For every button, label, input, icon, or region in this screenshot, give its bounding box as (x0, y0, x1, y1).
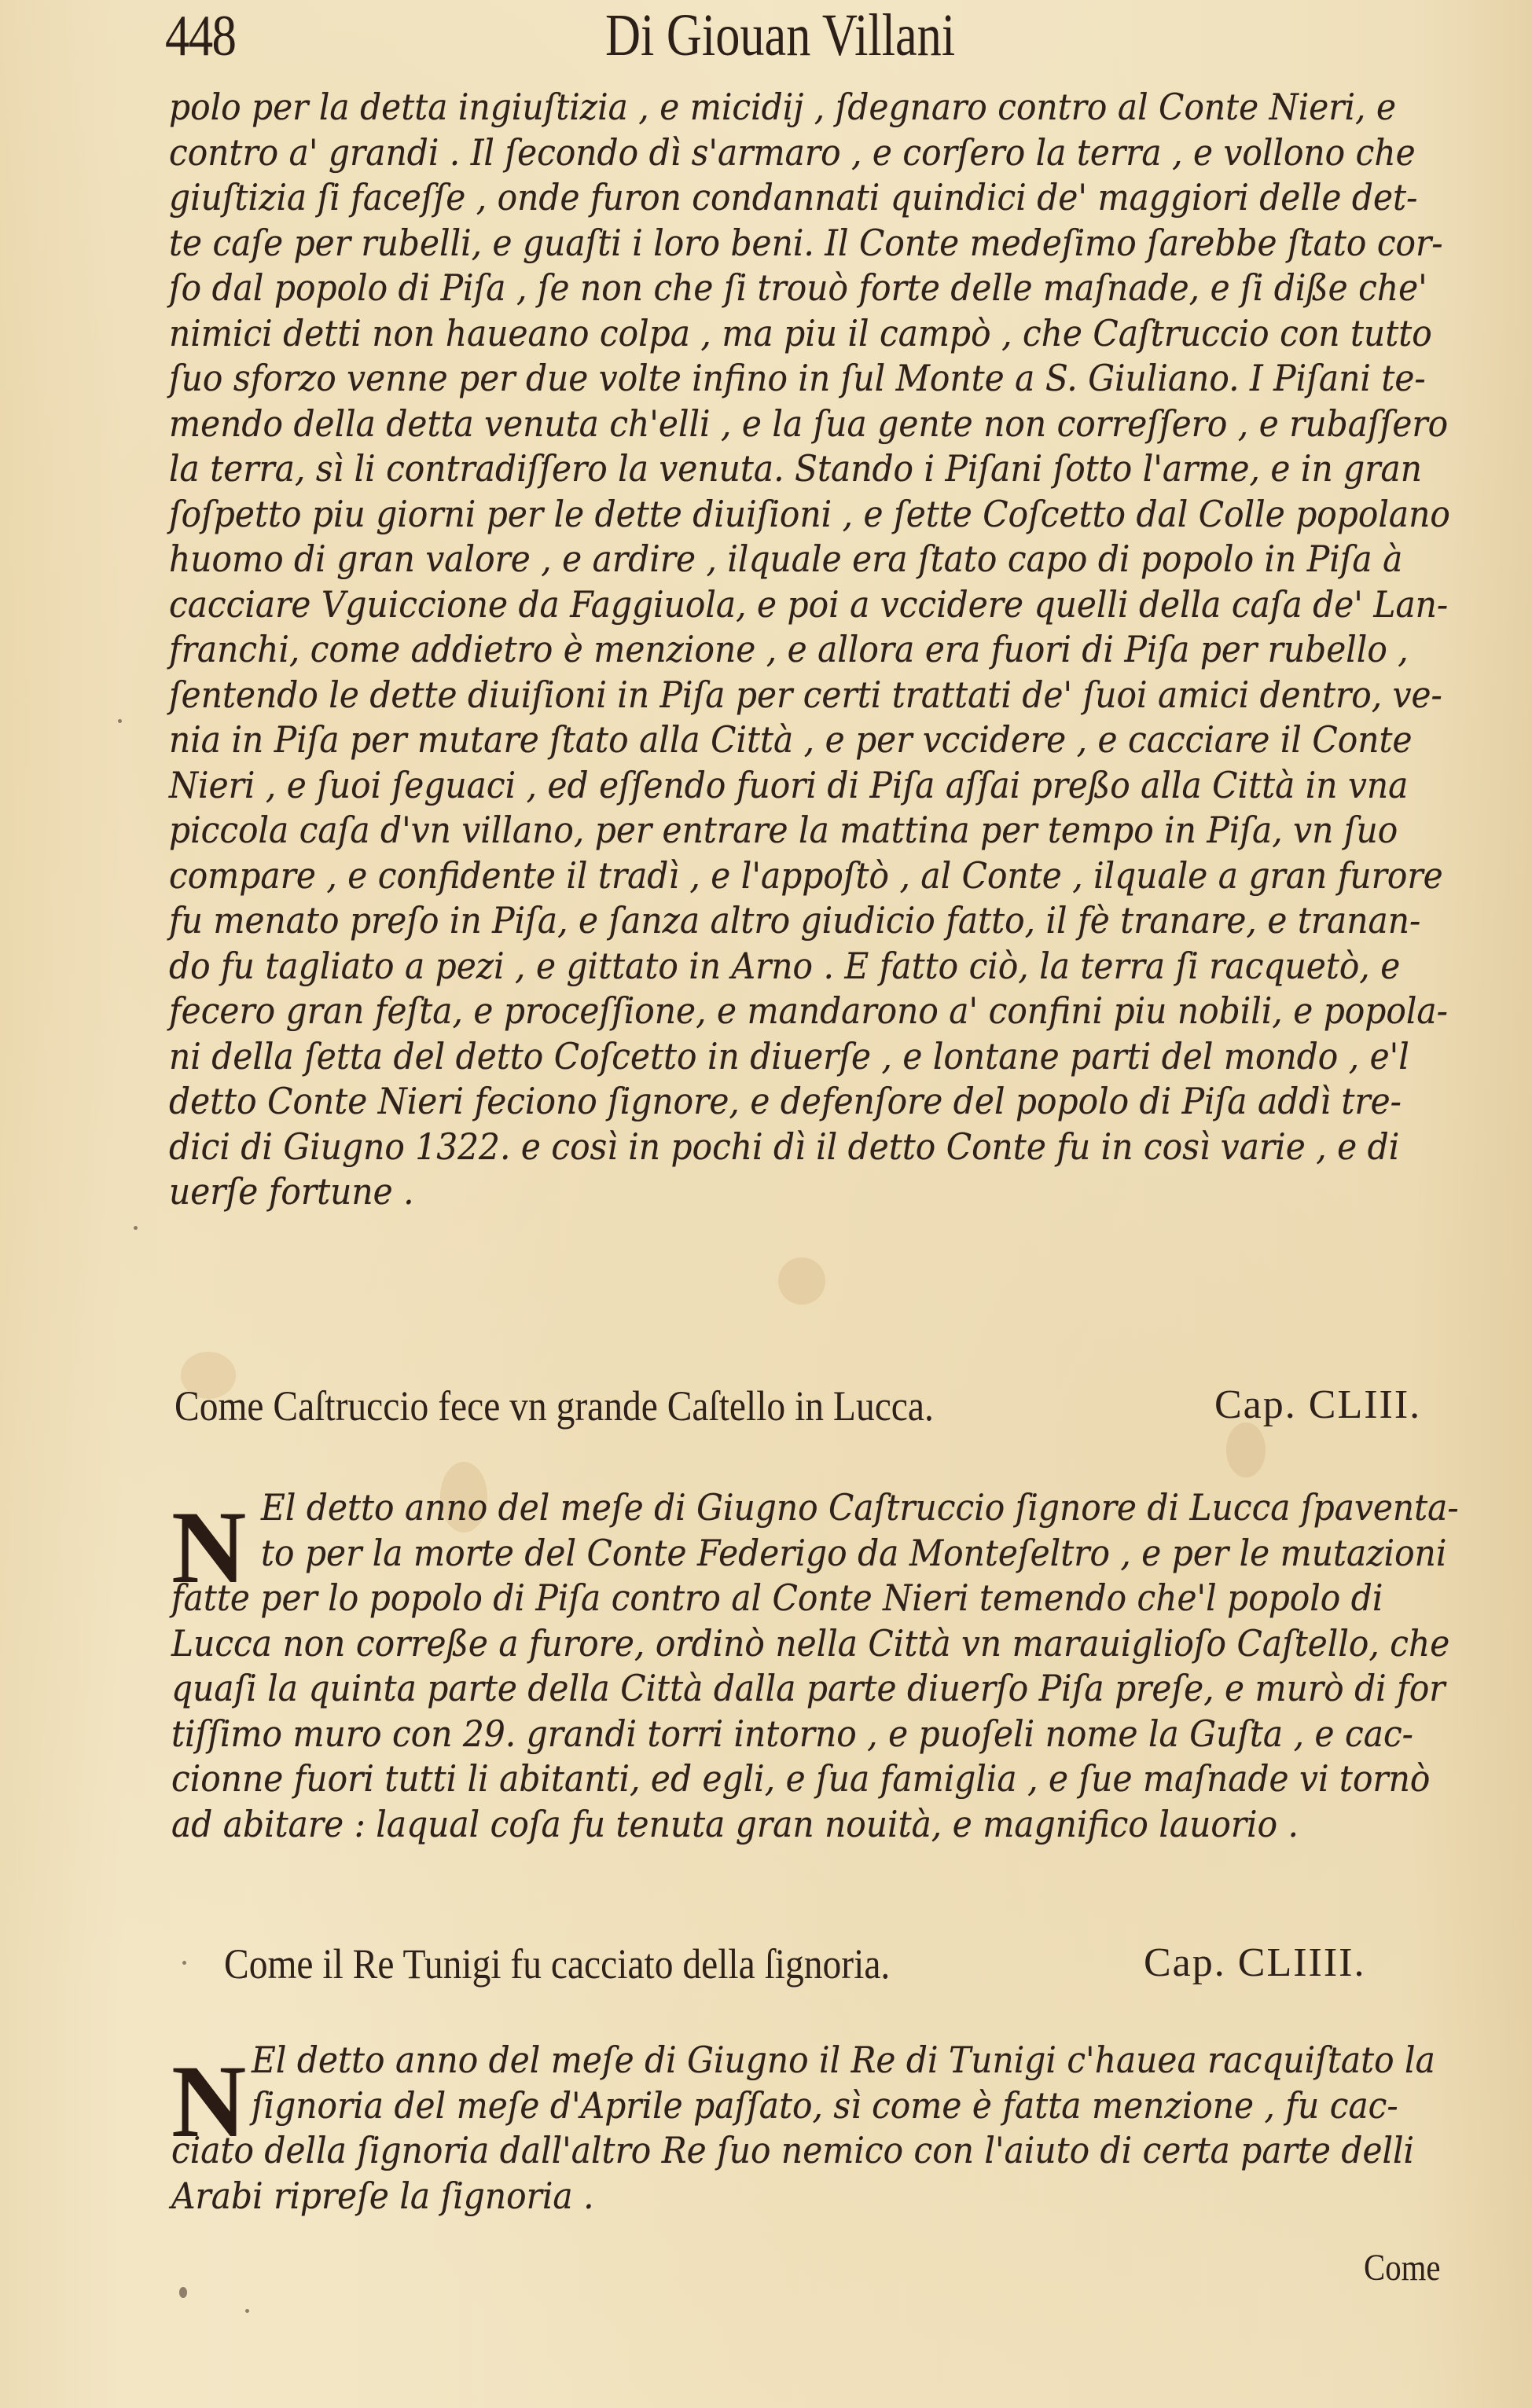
ink-speck (182, 1961, 186, 1965)
text-line: huomo di gran valore , e ardire , ilquale era ſtato capo di popolo in Piſa à (169, 538, 1403, 580)
chapter-153-paragraph (261, 1485, 1532, 1576)
text-line: dici di Giugno 1322. e così in pochi dì il detto Conte fu in così varie , e di (169, 1125, 1400, 1168)
text-line: franchi, come addietro è menzione , e allora era fuori di Piſa per rubello , (169, 628, 1409, 670)
text-line: ad abitare : laqual coſa fu tenuta gran nouità, e magnifico lauorio . (171, 1802, 1299, 1845)
chapter-number-154 (1144, 1940, 1365, 1986)
text-line: tiſſimo muro con 29. grandi torri intorno , e puoſeli nome la Guſta , e cac- (171, 1712, 1413, 1755)
cap-number: CLIIII. (1237, 1940, 1366, 1985)
text-line: polo per la detta ingiuſtizia , e micidij , ſdegnaro contro al Conte Nieri, e (169, 86, 1397, 128)
text-line: giuſtizia ſi faceſſe , onde furon condannati quindici de' maggiori delle det- (169, 176, 1418, 218)
text-line: compare , e confidente il tradì , e l'appoſtò , al Conte , ilquale a gran furore (169, 853, 1443, 897)
paper-stain (1226, 1422, 1266, 1477)
chapter-number-153 (1214, 1382, 1421, 1428)
text-line: fecero gran feſta, e proceſſione, e mandarono a' confini piu nobili, e popola- (169, 989, 1448, 1032)
text-line: ſoſpetto piu giorni per le dette diuiſioni , e ſette Coſcetto dal Colle popolano (169, 492, 1450, 535)
text-line: ſuo sforzo venne per due volte infino in ſul Monte a S. Giuliano. I Piſani te- (169, 357, 1426, 399)
text-line: ſignoria del meſe d'Aprile paſſato, sì come è fatta menzione , fu cac- (252, 2083, 1398, 2127)
text-line: piccola caſa d'vn villano, per entrare la mattina per tempo in Piſa, vn ſuo (169, 809, 1398, 851)
text-line: fu menato preſo in Piſa, e ſanza altro giudicio fatto, il fè tranare, e tranan- (169, 899, 1421, 942)
text-line: El detto anno del meſe di Giugno Caſtruccio ſignore di Lucca ſpaventa- (261, 1486, 1459, 1529)
drop-cap: N (171, 2043, 247, 2159)
chapter-153-paragraph-cont (171, 1576, 1532, 1847)
cap-label: Cap. (1144, 1940, 1226, 1985)
running-title: Di Giouan Villani (605, 2, 956, 68)
chapter-heading-154: Come il Re Tunigi fu cacciato della ſignoria. (224, 1940, 891, 1988)
running-head (165, 0, 1501, 86)
text-line: mendo della detta venuta ch'elli , e la ſua gente non correſſero , e rubaſſero (169, 402, 1449, 445)
chapter-154-paragraph-cont (171, 2128, 1523, 2219)
text-line: to per la morte del Conte Federigo da Monteſeltro , e per le mutazioni (261, 1531, 1447, 1574)
text-line: ſentendo le dette diuiſioni in Piſa per certi trattati de' ſuoi amici dentro, ve- (169, 673, 1442, 716)
text-line: do fu tagliato a pezi , e gittato in Arno . E fatto ciò, la terra ſi racquetò, e (169, 944, 1401, 987)
text-line: Arabi ripreſe la ſignoria . (171, 2174, 594, 2217)
text-line: uerſe fortune . (169, 1170, 414, 1213)
page-number: 448 (165, 4, 236, 68)
text-line: quaſi la quinta parte della Città dalla parte diuerſo Piſa preſe, e murò di for (171, 1667, 1446, 1709)
text-line: cionne fuori tutti li abitanti, ed egli, e ſua famiglia , e ſue maſnade vi tornò (171, 1757, 1431, 1800)
ink-speck (179, 2287, 187, 2298)
text-line: nia in Piſa per mutare ſtato alla Città , e per vccidere , e cacciare il Conte (169, 718, 1413, 761)
drop-cap: N (171, 1489, 247, 1605)
text-line: El detto anno del meſe di Giugno il Re di Tunigi c'hauea racquiſtato la (252, 2039, 1435, 2081)
chapter-154-paragraph (252, 2038, 1532, 2128)
text-line: ſo dal popolo di Piſa , ſe non che ſi trouò forte delle maſnade, e ſi diße che' (169, 266, 1427, 309)
ink-speck (134, 1226, 138, 1230)
text-line: Lucca non correße a furore, ordinò nella Città vn marauiglioſo Caſtello, che (171, 1621, 1450, 1665)
cap-label: Cap. (1214, 1382, 1297, 1427)
ink-speck (118, 719, 122, 723)
continued-paragraph (169, 85, 1490, 1215)
text-line: detto Conte Nieri feciono ſignore, e defenſore del popolo di Piſa addì tre- (169, 1080, 1402, 1122)
text-line: la terra, sì li contradiſſero la venuta. Stando i Piſani ſotto l'arme, e in gran (169, 447, 1422, 490)
ink-speck (245, 2309, 249, 2313)
catchword: Come (1364, 2247, 1441, 2289)
chapter-heading-153: Come Caſtruccio fece vn grande Caſtello in Lucca. (175, 1382, 934, 1430)
text-line: cacciare Vguiccione da Faggiuola, e poi a vccidere quelli della caſa de' Lan- (169, 582, 1449, 626)
text-line: ni della ſetta del detto Coſcetto in diuerſe , e lontane parti del mondo , e'l (169, 1034, 1409, 1077)
text-line: contro a' grandi . Il ſecondo dì s'armaro , e corſero la terra , e vollono che (169, 130, 1416, 174)
text-line: ciato della ſignoria dall'altro Re ſuo nemico con l'aiuto di certa parte delli (171, 2129, 1415, 2171)
text-line: nimici detti non haueano colpa , ma piu il campò , che Caſtruccio con tutto (169, 311, 1432, 354)
cap-number: CLIII. (1308, 1382, 1422, 1427)
text-line: fatte per lo popolo di Piſa contro al Conte Nieri temendo che'l popolo di (171, 1577, 1383, 1619)
text-line: Nieri , e ſuoi ſeguaci , ed eſſendo fuori di Piſa aſſai preßo alla Città in vna (169, 763, 1409, 806)
paper-stain (778, 1257, 825, 1305)
text-line: te caſe per rubelli, e guaſti i loro beni. Il Conte medeſimo ſarebbe ſtato cor- (169, 221, 1443, 264)
